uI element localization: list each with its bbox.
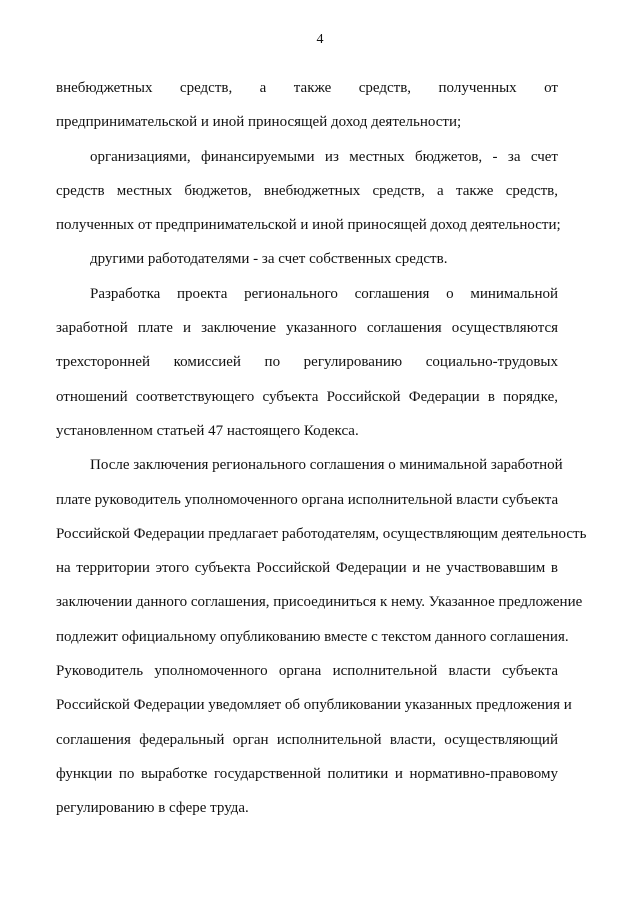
text-line: После заключения регионального соглашения о минимальной заработной [90, 457, 563, 474]
paragraph [56, 448, 587, 825]
text-line: на территории этого субъекта Российской Федерации и не участвовавшим в [56, 560, 558, 577]
text-line: Разработка проекта регионального соглашения о минимальной [90, 285, 558, 302]
paragraph [56, 71, 558, 140]
text-line: внебюджетных средств, а также средств, полученных от [56, 80, 558, 96]
paragraph [56, 277, 558, 448]
text-line: плате руководитель уполномоченного органа исполнительной власти субъекта [56, 491, 559, 508]
paragraph [56, 140, 561, 243]
text-line: соглашения федеральный орган исполнительной власти, осуществляющий [56, 731, 558, 748]
text-line: предпринимательской и иной приносящей доход деятельности; [56, 114, 462, 131]
text-line: подлежит официальному опубликованию вместе с текстом данного соглашения. [56, 628, 569, 645]
text-line: трехсторонней комиссией по регулированию социально-трудовых [56, 354, 558, 371]
text-line: отношений соответствующего субъекта Российской Федерации в порядке, [56, 388, 558, 405]
text-line: Российской Федерации предлагает работодателям, осуществляющим деятельность [56, 525, 587, 542]
document-body [56, 71, 587, 826]
text-line: регулированию в сфере труда. [56, 800, 249, 817]
text-line: другими работодателями - за счет собственных средств. [90, 251, 448, 268]
text-line: организациями, финансируемыми из местных бюджетов, - за счет [90, 148, 558, 165]
text-line: полученных от предпринимательской и иной приносящей доход деятельности; [56, 217, 561, 234]
text-line: средств местных бюджетов, внебюджетных средств, а также средств, [56, 182, 558, 199]
text-line: установленном статьей 47 настоящего Кодекса. [56, 422, 359, 439]
text-line: функции по выработке государственной политики и нормативно-правовому [56, 765, 558, 782]
page-number: 4 [316, 32, 324, 47]
paragraph [56, 242, 558, 276]
text-line: Руководитель уполномоченного органа исполнительной власти субъекта [56, 663, 558, 680]
text-line: заключении данного соглашения, присоединиться к нему. Указанное предложение [56, 594, 583, 611]
text-line: Российской Федерации уведомляет об опубликовании указанных предложения и [56, 697, 572, 714]
text-line: заработной плате и заключение указанного соглашения осуществляются [56, 320, 558, 337]
